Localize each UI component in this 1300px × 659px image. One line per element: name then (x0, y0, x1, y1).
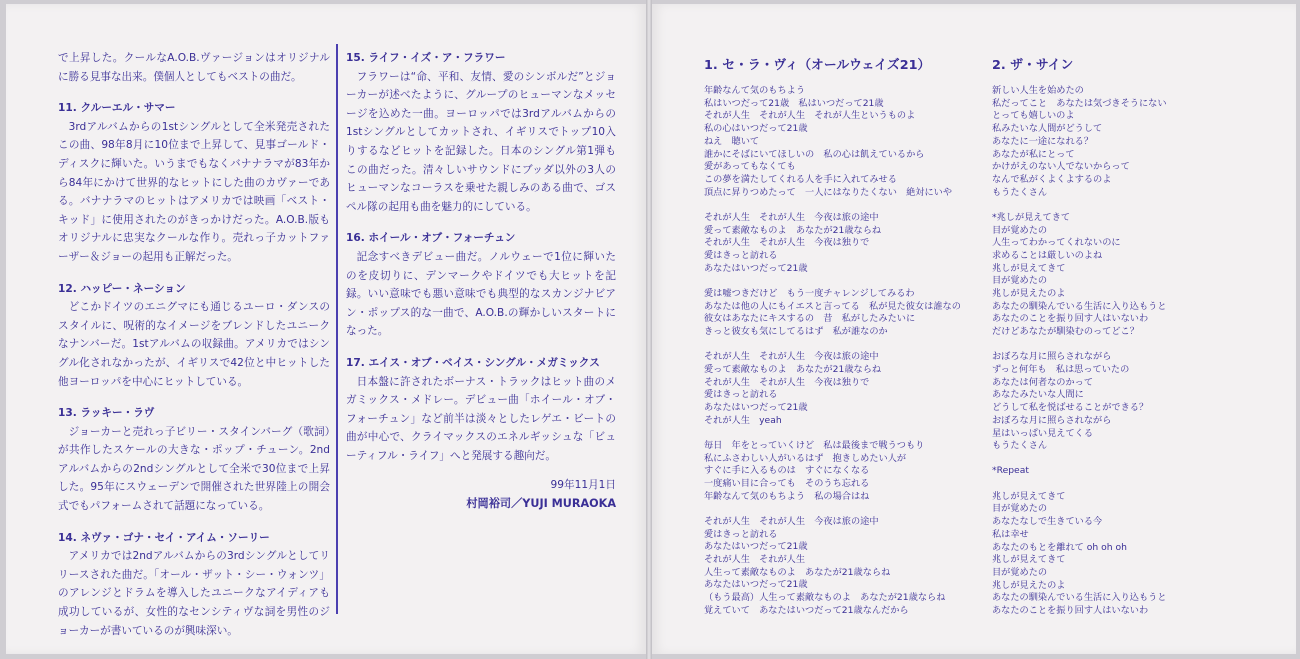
lyric-stanza (704, 516, 982, 618)
track-description: で上昇した。クールなA.O.B.ヴァージョンはオリジナルに勝る見事な出来。僕個人としてもベストの曲だ。 (58, 52, 330, 83)
track-description: 日本盤に許されたボーナス・トラックはヒット曲のメガミックス・メドレー。デビュー曲「ホイール・オブ・フォーチュン」など前半は淡々としたレゲエ・ビートの曲が中心で、クライマックスのエネルギッシュな「ビューティフル・ライフ」へと発展する趣向だ。 (346, 375, 616, 462)
lyric-line: 新しい人生を始めたの (992, 85, 1084, 96)
track-description: 3rdアルバムからの1stシングルとして全米発売されたこの曲、98年8月に10位まで上昇して、見事ゴールド・ディスクに輝いた。いうまでもなくバナナラマが83年から84年にかけて世界的なヒットにした曲のカヴァーである。バナナラマのヒットはアメリカでは映画「ベスト・キッド」に使用されたのがきっかけだった。A.O.B.版もオリジナルに忠実なクールな作り。売れっ子カットファーザー＆ジョーの起用も正解だった。 (58, 120, 330, 263)
lyric-line: 兆しが見えてきて (992, 490, 1066, 502)
notes-date: 99年11月1日 (550, 479, 616, 492)
lyric-line: あなたみたいな人間に (992, 389, 1084, 401)
lyric-line: あなたは何者なのかって (992, 376, 1094, 388)
track-title: 17. エイス・オブ・ベイス・シングル・メガミックス (346, 356, 600, 369)
lyric-line: あなたなしで生きている今 (992, 516, 1103, 528)
lyric-line: 人生ってわかってくれないのに (992, 237, 1121, 249)
lyric-stanza (704, 440, 982, 504)
lyric-line: （もう最高）人生って素敵なものよ あなたが21歳ならね (704, 592, 946, 604)
song-title: 1. セ・ラ・ヴィ（オールウェイズ21） (704, 58, 931, 73)
notes-author: 村岡裕司／YUJI MURAOKA (466, 497, 616, 511)
lyric-stanza (704, 212, 982, 276)
lyric-line: 星はいっぱい見えてくる (992, 427, 1094, 439)
lyric-line: 彼女はあなたにキスするの 昔 私がしたみたいに (704, 313, 916, 325)
song-title: 2. ザ・サイン (992, 58, 1074, 73)
track-description: ジョーカーと売れっ子ビリー・スタインバーグ（歌詞）が共作したスケールの大きな・ポップ・チューン。2ndアルバムからの2ndシングルとして全米で30位まで上昇した。95年にスウェーデンで開催された世界陸上の開会式でもパフォームされて話題になっている。 (58, 425, 330, 513)
track-description: フラワーは“命、平和、友情、愛のシンボルだ”とジョーカーが述べたように、グループのヒューマンなメッセージを込めた一曲。ヨーロッパでは3rdアルバムからの1stシングルとしてカットされ、イギリスでトップ10入りするなどヒットを記録した。日本のシングル第1弾もこの曲だった。清々しいサウンドにブッダ以外の3人のヒューマンなコーラスを乗せた親しみのある曲で、ゴスペル隊の起用も曲を魅力的にしている。 (346, 70, 616, 213)
lyric-line: それが人生 それが人生 それが人生というものよ (704, 110, 916, 122)
lyric-line: それが人生 それが人生 今夜は独りで (704, 237, 870, 249)
lyric-line: それが人生 それが人生 今夜は旅の途中 (704, 211, 879, 223)
lyric-line: 愛はきっと訪れる (704, 528, 778, 540)
lyric-line: 私みたいな人間がどうして (992, 123, 1103, 135)
lyric-stanza (704, 351, 982, 427)
lyric-stanza (992, 85, 1192, 199)
lyric-line: ずっと何年も 私は思っていたの (992, 364, 1130, 376)
lyric-line: 私だってこと あなたは気づきそうにない (992, 97, 1167, 109)
lyrics-song-1 (704, 58, 982, 630)
lyric-line: 私の心はいつだって21歳 (704, 123, 808, 135)
track-description: どこかドイツのエニグマにも通じるユーロ・ダンスのスタイルに、呪術的なイメージをブレンドしたユニークなナンバーだ。1stアルバムの収録曲。アメリカではシングル化されなかったが、イギリスで42位と中ヒットした他ヨーロッパを中心にヒットしている。 (58, 301, 330, 388)
lyric-line: すぐに手に入るものは すぐになくなる (704, 465, 870, 477)
lyric-line: 覚えていて あなたはいつだって21歳なんだから (704, 604, 909, 616)
lyric-line: それが人生 yeah (704, 414, 782, 426)
lyric-line: 私はいつだって21歳 私はいつだって21歳 (704, 97, 884, 109)
liner-notes-column-2 (346, 49, 616, 514)
lyric-line: とっても嬉しいのよ (992, 110, 1075, 122)
lyric-line: あなたはいつだって21歳 (704, 579, 808, 591)
left-page (6, 4, 646, 654)
lyric-line: 目が覚めたの (992, 275, 1048, 287)
lyric-line: 兆しが見えたのよ (992, 288, 1066, 300)
track-title: 16. ホイール・オブ・フォーチュン (346, 232, 516, 245)
lyric-line: きっと彼女も気にしてるはず 私が誰なのか (704, 325, 888, 337)
lyric-stanza (704, 288, 982, 339)
liner-notes-column-1 (58, 49, 330, 640)
track-title: 15. ライフ・イズ・ア・フラワー (346, 52, 506, 64)
track-title: 14. ネヴァ・ゴナ・セイ・アイム・ソーリー (58, 531, 270, 544)
lyric-line: *Repeat (992, 465, 1029, 477)
lyric-line: 愛はきっと訪れる (704, 389, 778, 401)
lyric-line: 兆しが見えてきて (992, 554, 1066, 566)
lyric-line: なんで私がくよくよするのよ (992, 173, 1112, 185)
lyric-line: 兆しが見えたのよ (992, 579, 1066, 591)
lyric-line: あなたはいつだって21歳 (704, 401, 808, 413)
track-title: 13. ラッキー・ラヴ (58, 407, 155, 420)
lyric-line: あなたに一途になれる？ (992, 135, 1094, 147)
lyric-line: 私にふさわしい人がいるはず 抱きしめたい人が (704, 452, 907, 464)
lyric-line: ねえ 聴いて (704, 135, 760, 147)
lyrics-song-2 (992, 58, 1192, 630)
column-divider (336, 44, 338, 614)
lyric-stanza (992, 212, 1192, 339)
lyric-line: 愛って素敵なものよ あなたが21歳ならね (704, 224, 882, 236)
lyric-line: 求めることは厳しいのよね (992, 249, 1103, 261)
lyric-line: 目が覚めたの (992, 503, 1048, 515)
lyric-line: 頂点に昇りつめたって 一人にはなりたくない 絶対にいや (704, 186, 953, 198)
lyric-line: おぼろな月に照らされながら (992, 351, 1112, 363)
lyric-line: あなたが私にとって (992, 148, 1075, 160)
lyric-line: あなたのことを振り回す人はいないわ (992, 605, 1149, 617)
lyric-line: かけがえのない人でないからって (992, 161, 1130, 173)
lyric-line: あなたのことを振り回す人はいないわ (992, 313, 1149, 325)
lyric-line: あなたの馴染んでいる生活に入り込もうと (992, 300, 1167, 312)
lyric-line: 目が覚めたの (992, 224, 1048, 236)
lyric-line: 愛は嘘つきだけど もう一度チャレンジしてみるわ (704, 287, 915, 299)
right-page (652, 4, 1296, 654)
track-description: アメリカでは2ndアルバムからの3rdシングルとしてリリースされた曲だ。「オール・ザット・シー・ウォンツ」のアレンジとドラムを導入したユニークなアイディアも成功しているが、女性的なセンシティヴな詞を男性のジョーカーが書いているのが興味深い。 (58, 550, 330, 637)
track-title: 11. クルーエル・サマー (58, 102, 176, 115)
lyric-line: あなたはいつだって21歳 (704, 262, 808, 274)
lyric-line: 兆しが見えてきて (992, 262, 1066, 274)
lyric-line: それが人生 それが人生 今夜は独りで (704, 376, 870, 388)
lyric-line: *兆しが見えてきて (992, 211, 1071, 223)
lyric-line: あなたはいつだって21歳 (704, 541, 808, 553)
lyric-line: どうして私を悦ばせることができる？ (992, 402, 1149, 414)
lyric-line: 年齢なんて気のもちよう (704, 85, 806, 96)
lyric-line: 愛があってもなくても (704, 161, 796, 173)
lyric-stanza (704, 85, 982, 199)
stanza-list (704, 85, 982, 618)
lyric-line: 誰かにそばにいてほしいの 私の心は飢えているから (704, 148, 925, 160)
lyric-line: それが人生 それが人生 (704, 554, 806, 565)
track-title: 12. ハッピー・ネーション (58, 282, 186, 295)
lyric-stanza (992, 465, 1192, 478)
lyric-line: おぼろな月に照らされながら (992, 414, 1112, 426)
lyric-stanza (992, 351, 1192, 453)
lyric-line: 目が覚めたの (992, 566, 1048, 578)
lyric-line: 年齢なんて気のもちよう 私の場合はね (704, 490, 870, 502)
lyric-line: もうたくさん (992, 186, 1048, 198)
lyric-line: もうたくさん (992, 440, 1048, 452)
lyric-line: 愛はきっと訪れる (704, 249, 778, 261)
lyric-line: あなたのもとを離れて oh oh oh (992, 541, 1127, 553)
lyric-stanza (992, 491, 1192, 618)
stanza-list (992, 85, 1192, 618)
lyric-line: それが人生 それが人生 今夜は旅の途中 (704, 351, 879, 363)
lyric-line: あなたは他の人にもイエスと言ってる 私が見た彼女は誰なの (704, 300, 961, 312)
lyric-line: 人生って素敵なものよ あなたが21歳ならね (704, 566, 891, 578)
lyric-line: それが人生 それが人生 今夜は旅の途中 (704, 515, 879, 527)
lyric-line: 私は幸せ (992, 528, 1029, 540)
track-description: 記念すべきデビュー曲だ。ノルウェーで1位に輝いたのを皮切りに、デンマークやドイツでも大ヒットを記録。いい意味でも悪い意味でも典型的なスカンジナビアン・ポップス的な一曲で、A.O.B.の輝かしいスタートになった。 (346, 250, 616, 338)
lyric-line: 毎日 年をとっていくけど 私は最後まで戦うつもり (704, 439, 925, 451)
lyric-line: 一度痛い目に合っても そのうち忘れる (704, 477, 870, 489)
lyric-line: あなたの馴染んでいる生活に入り込もうと (992, 592, 1167, 604)
lyric-line: だけどあなたが馴染むのってどこ？ (992, 326, 1139, 338)
lyric-line: この夢を満たしてくれる人を手に入れてみせる (704, 173, 897, 185)
lyric-line: 愛って素敵なものよ あなたが21歳ならね (704, 363, 882, 375)
